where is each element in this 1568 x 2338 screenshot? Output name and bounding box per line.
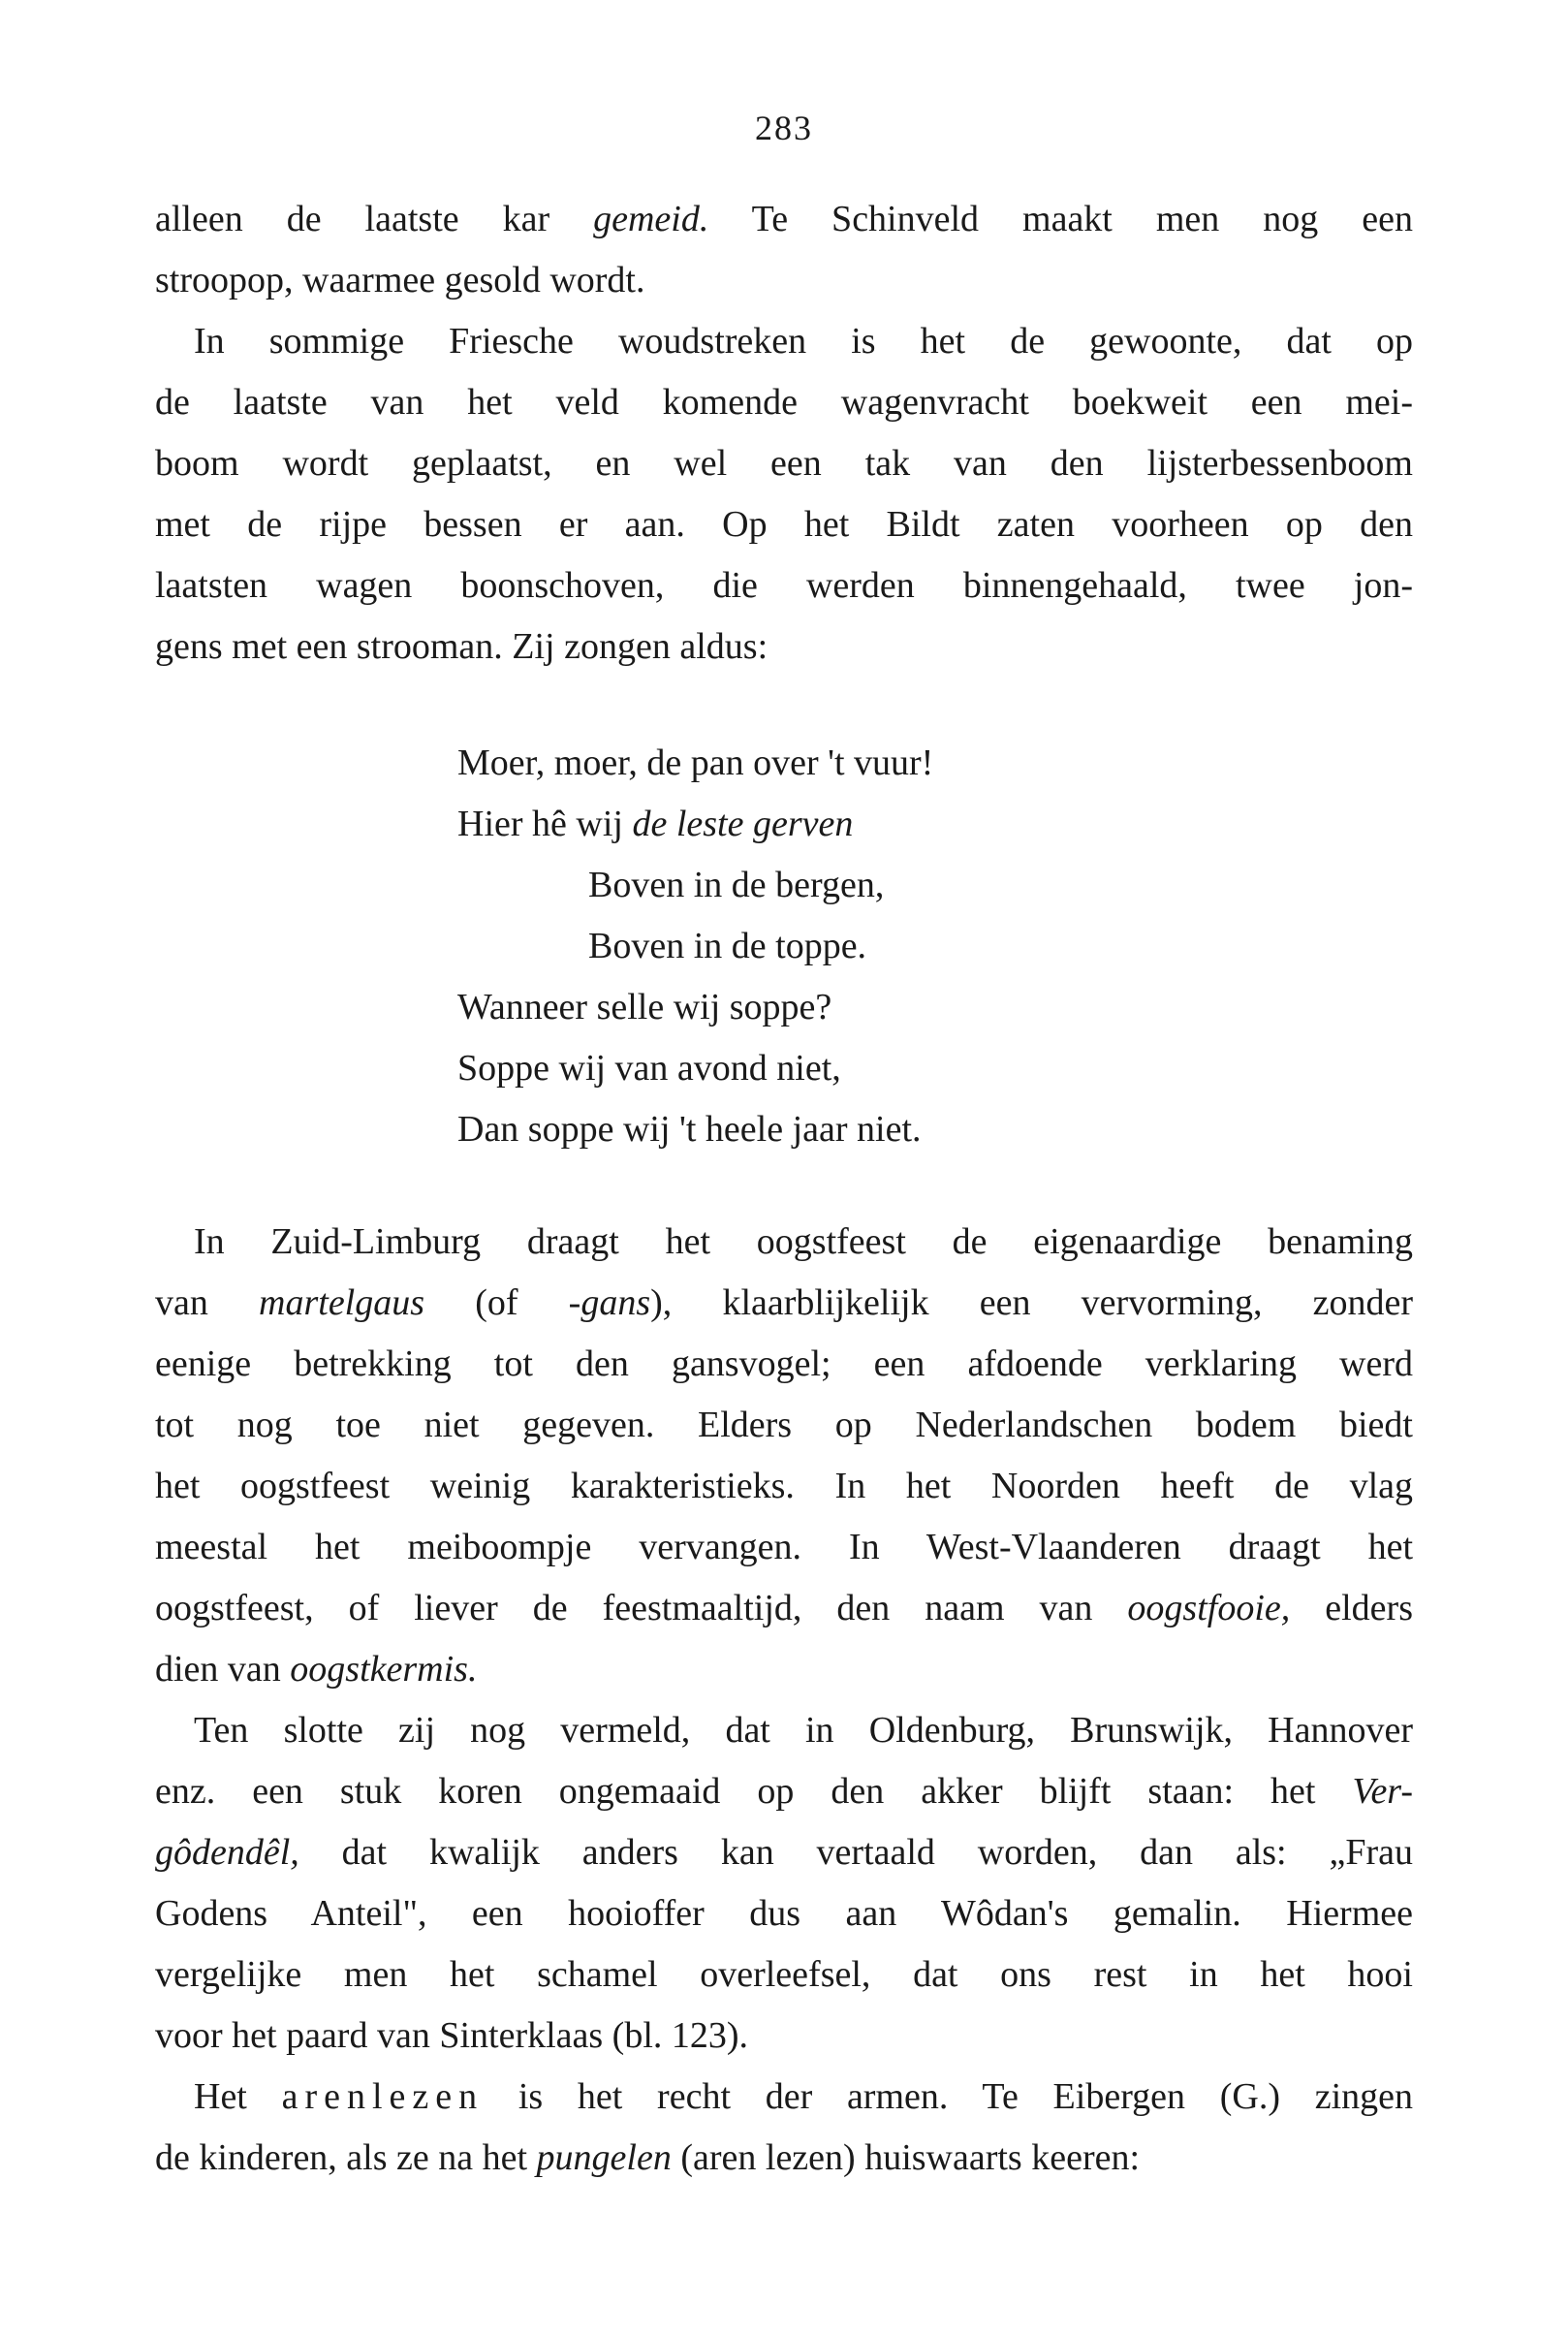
text-line: alleen de laatste kar gemeid. Te Schinveld maakt men nog een <box>155 199 1413 239</box>
text-line: van martelgaus (of -gans), klaarblijkelijk een vervorming, zonder <box>155 1282 1413 1323</box>
text-line: Ten slotte zij nog vermeld, dat in Oldenburg, Brunswijk, Hannover <box>194 1710 1413 1751</box>
text-line: enz. een stuk koren ongemaaid op den akker blijft staan: het Ver- <box>155 1771 1413 1812</box>
italic-term: oogstfooie, <box>1127 1588 1291 1628</box>
spaced-term: arenlezen <box>281 2076 485 2117</box>
text-line: Het arenlezen is het recht der armen. Te Eibergen (G.) zingen <box>194 2076 1413 2117</box>
text-line: de kinderen, als ze na het pungelen (aren lezen) huiswaarts keeren: <box>155 2137 1141 2178</box>
paragraph-arenlezen <box>155 2067 1413 2189</box>
text-line: voor het paard van Sinterklaas (bl. 123). <box>155 2015 749 2056</box>
poem-moer <box>457 733 933 1160</box>
paragraph-oldenburg <box>155 1700 1413 2067</box>
text-line: tot nog toe niet gegeven. Elders op Nederlandschen bodem biedt <box>155 1405 1413 1445</box>
text-line: eenige betrekking tot den gansvogel; een afdoende verklaring werd <box>155 1343 1413 1384</box>
text-line: oogstfeest, of liever de feestmaaltijd, den naam van oogstfooie, elders <box>155 1588 1413 1628</box>
text-line: In Zuid-Limburg draagt het oogstfeest de eigenaardige benaming <box>194 1221 1413 1262</box>
poem-line: Boven in de toppe. <box>588 926 867 966</box>
text-line: meestal het meiboompje vervangen. In West-Vlaanderen draagt het <box>155 1527 1413 1567</box>
poem-line: Dan soppe wij 't heele jaar niet. <box>457 1109 922 1150</box>
text-line: gens met een strooman. Zij zongen aldus: <box>155 626 768 667</box>
paragraph-friesland <box>155 311 1413 678</box>
italic-term: gemeid. <box>593 199 709 239</box>
text-line: met de rijpe bessen er aan. Op het Bildt zaten voorheen op den <box>155 504 1413 545</box>
poem-line: Soppe wij van avond niet, <box>457 1048 841 1089</box>
italic-term: oogstkermis. <box>290 1649 478 1690</box>
text-line: vergelijke men het schamel overleefsel, dat ons rest in het hooi <box>155 1954 1413 1995</box>
poem-line: Hier hê wij de leste gerven <box>457 804 854 844</box>
text-line: In sommige Friesche woudstreken is het de gewoonte, dat op <box>194 321 1413 362</box>
poem-line: Boven in de bergen, <box>588 865 885 905</box>
italic-term: gôdendêl, <box>155 1832 299 1873</box>
poem-line: Moer, moer, de pan over 't vuur! <box>457 742 934 783</box>
italic-term: Ver- <box>1352 1771 1413 1812</box>
text-line: stroopop, waarmee gesold wordt. <box>155 260 645 300</box>
text-line: gôdendêl, dat kwalijk anders kan vertaald worden, dan als: „Frau <box>155 1832 1413 1873</box>
italic-term: -gans <box>568 1282 651 1323</box>
paragraph-zuid-limburg <box>155 1212 1413 1700</box>
italic-term: pungelen <box>536 2137 672 2178</box>
italic-term: martelgaus <box>259 1282 425 1323</box>
text-line: Godens Anteil", een hooioffer dus aan Wôdan's gemalin. Hiermee <box>155 1893 1413 1934</box>
text-line: de laatste van het veld komende wagenvracht boekweit een mei- <box>155 382 1413 423</box>
text-line: boom wordt geplaatst, en wel een tak van den lijsterbessenboom <box>155 443 1413 484</box>
page-number: 283 <box>755 109 813 147</box>
poem-line: Wanneer selle wij soppe? <box>457 987 832 1027</box>
text-line: het oogstfeest weinig karakteristieks. In het Noorden heeft de vlag <box>155 1466 1413 1506</box>
paragraph-harvest-cart <box>155 189 1413 311</box>
italic-term: de leste gerven <box>632 804 854 844</box>
text-line: laatsten wagen boonschoven, die werden binnengehaald, twee jon- <box>155 565 1413 606</box>
text-line: dien van oogstkermis. <box>155 1649 478 1690</box>
